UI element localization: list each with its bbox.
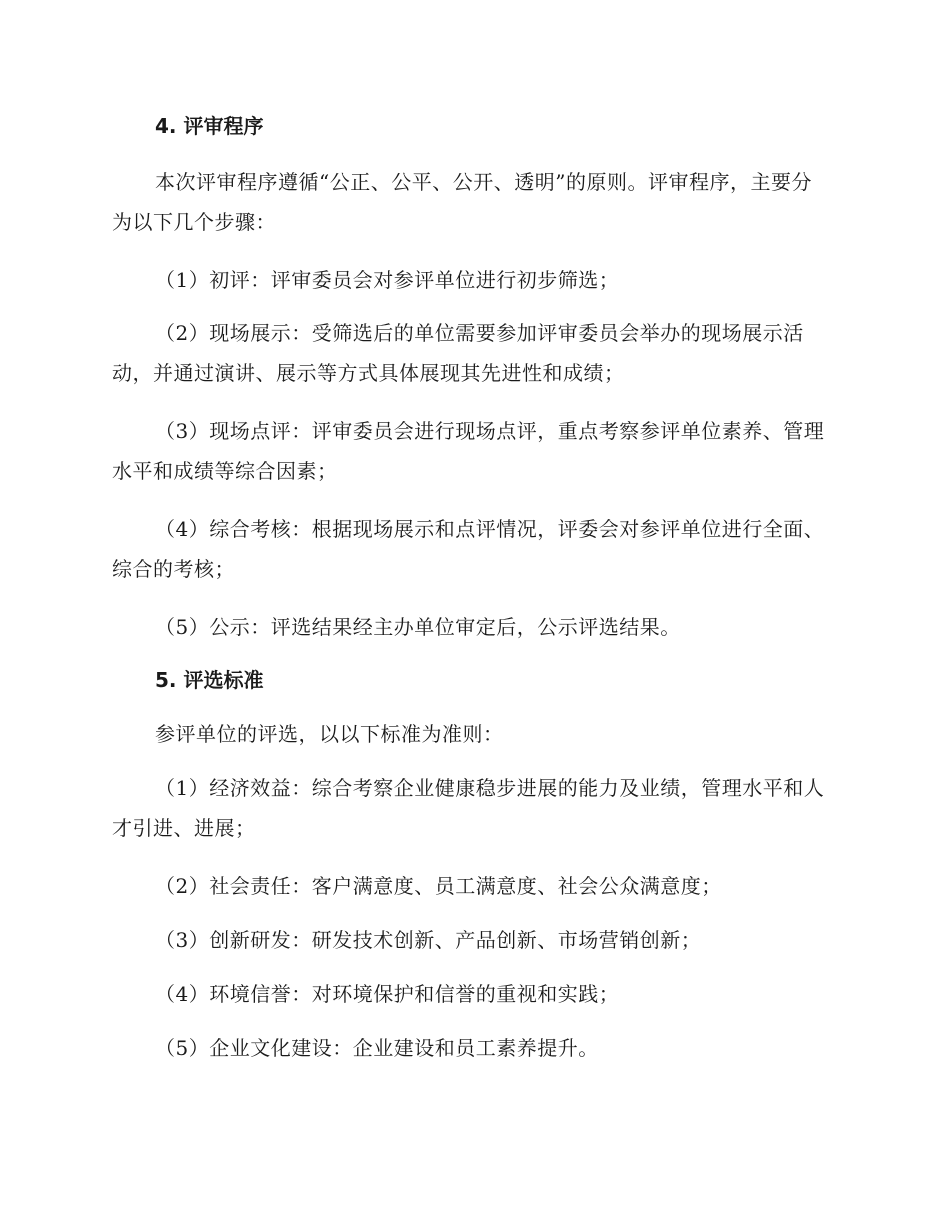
review-step-2: （2）现场展示：受筛选后的单位需要参加评审委员会举办的现场展示活动，并通过演讲、展示等方式具体展现其先进性和成绩； xyxy=(112,321,804,385)
criterion-3: （3）创新研发：研发技术创新、产品创新、市场营销创新； xyxy=(155,928,702,952)
criterion-2: （2）社会责任：客户满意度、员工满意度、社会公众满意度； xyxy=(155,874,722,898)
review-step-1: （1）初评：评审委员会对参评单位进行初步筛选； xyxy=(155,268,620,292)
section-5-intro: 参评单位的评选，以以下标准为准则： xyxy=(155,722,504,746)
review-step-4: （4）综合考核：根据现场展示和点评情况，评委会对参评单位进行全面、综合的考核； xyxy=(112,517,825,581)
criterion-1: （1）经济效益：综合考察企业健康稳步进展的能力及业绩，管理水平和人才引进、进展； xyxy=(112,776,825,840)
criterion-5: （5）企业文化建设：企业建设和员工素养提升。 xyxy=(155,1036,599,1060)
review-step-5: （5）公示：评选结果经主办单位审定后，公示评选结果。 xyxy=(155,615,681,639)
criterion-4: （4）环境信誉：对环境保护和信誉的重视和实践； xyxy=(155,982,620,1006)
section-4-heading: 4. 评审程序 xyxy=(155,114,264,138)
review-step-3: （3）现场点评：评审委员会进行现场点评，重点考察参评单位素养、管理水平和成绩等综合因素； xyxy=(112,419,825,483)
section-4-intro: 本次评审程序遵循“公正、公平、公开、透明”的原则。评审程序，主要分为以下几个步骤： xyxy=(112,170,812,234)
section-5-heading: 5. 评选标准 xyxy=(155,668,264,692)
